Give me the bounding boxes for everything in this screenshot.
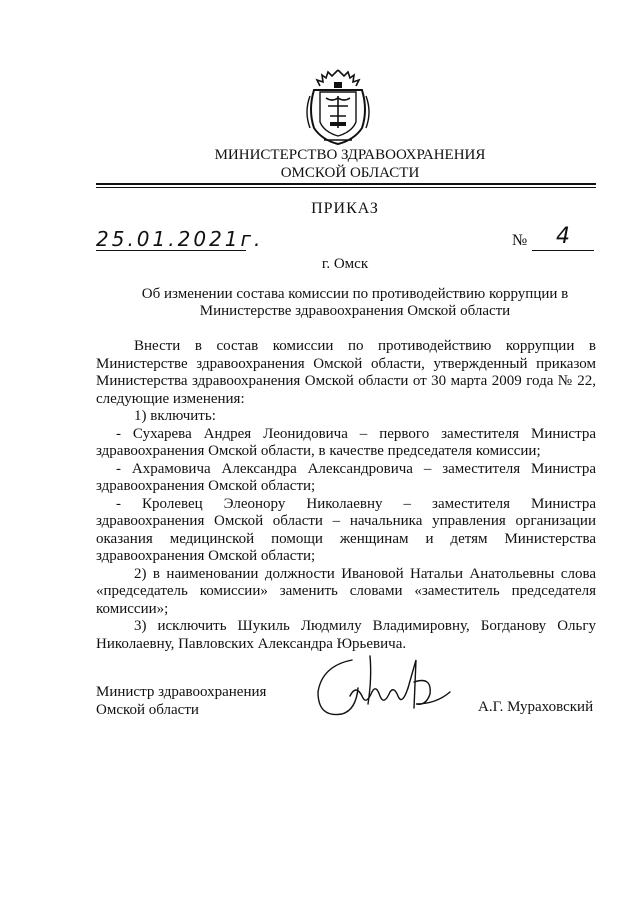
- document-type: ПРИКАЗ: [311, 200, 379, 217]
- clause-1-item-b: - Ахрамовича Александра Александровича – заместителя Министра здравоохранения Омской области;: [96, 460, 596, 494]
- document-subject: [120, 286, 590, 320]
- body-intro: Внести в состав комиссии по противодействию коррупции в Министерстве здравоохранения Омской области, утвержденный приказом Министерства здравоохранения Омской области от 30 марта 2009 года № 22, следующие изменения:: [96, 338, 596, 407]
- header-divider-thin: [96, 187, 596, 188]
- clause-3: 3) исключить Шукиль Людмилу Владимировну, Богданову Ольгу Николаевну, Павловских Александра Юрьевича.: [96, 618, 596, 652]
- signatory-title-line1: Министр здравоохранения: [96, 684, 267, 700]
- handwritten-signature-icon: [312, 648, 457, 733]
- signatory-title: [96, 684, 266, 719]
- subject-line1: Об изменении состава комиссии по противодействию коррупции в: [141, 286, 569, 302]
- document-body: [96, 338, 596, 653]
- clause-1-item-c: - Кролевец Элеонору Николаевну – заместителя Министра здравоохранения Омской области – начальника управления организации оказания медицинской помощи женщинам и детям Министерства здравоохранения Омской области;: [96, 495, 596, 564]
- number-label: №: [512, 232, 528, 249]
- ministry-name-line2: ОМСКОЙ ОБЛАСТИ: [280, 165, 420, 181]
- coat-of-arms-icon: [302, 66, 374, 148]
- subject-line2: Министерстве здравоохранения Омской области: [199, 303, 511, 319]
- signatory-name: А.Г. Мураховский: [478, 699, 594, 715]
- header-divider: [96, 183, 596, 185]
- clause-2: 2) в наименовании должности Ивановой Натальи Анатольевны слова «председатель комиссии» заменить словами «заместитель председателя комиссии»;: [96, 565, 596, 617]
- ministry-name-line1: МИНИСТЕРСТВО ЗДРАВООХРАНЕНИЯ: [214, 147, 486, 163]
- document-number: 4: [532, 224, 594, 251]
- clause-1-item-a: - Сухарева Андрея Леонидовича – первого заместителя Министра здравоохранения Омской области, в качестве председателя комиссии;: [96, 425, 596, 459]
- signatory-title-line2: Омской области: [96, 701, 199, 718]
- clause-1: 1) включить:: [134, 408, 216, 424]
- city: г. Омск: [321, 256, 369, 272]
- document-date: 25.01.2021г.: [96, 227, 264, 251]
